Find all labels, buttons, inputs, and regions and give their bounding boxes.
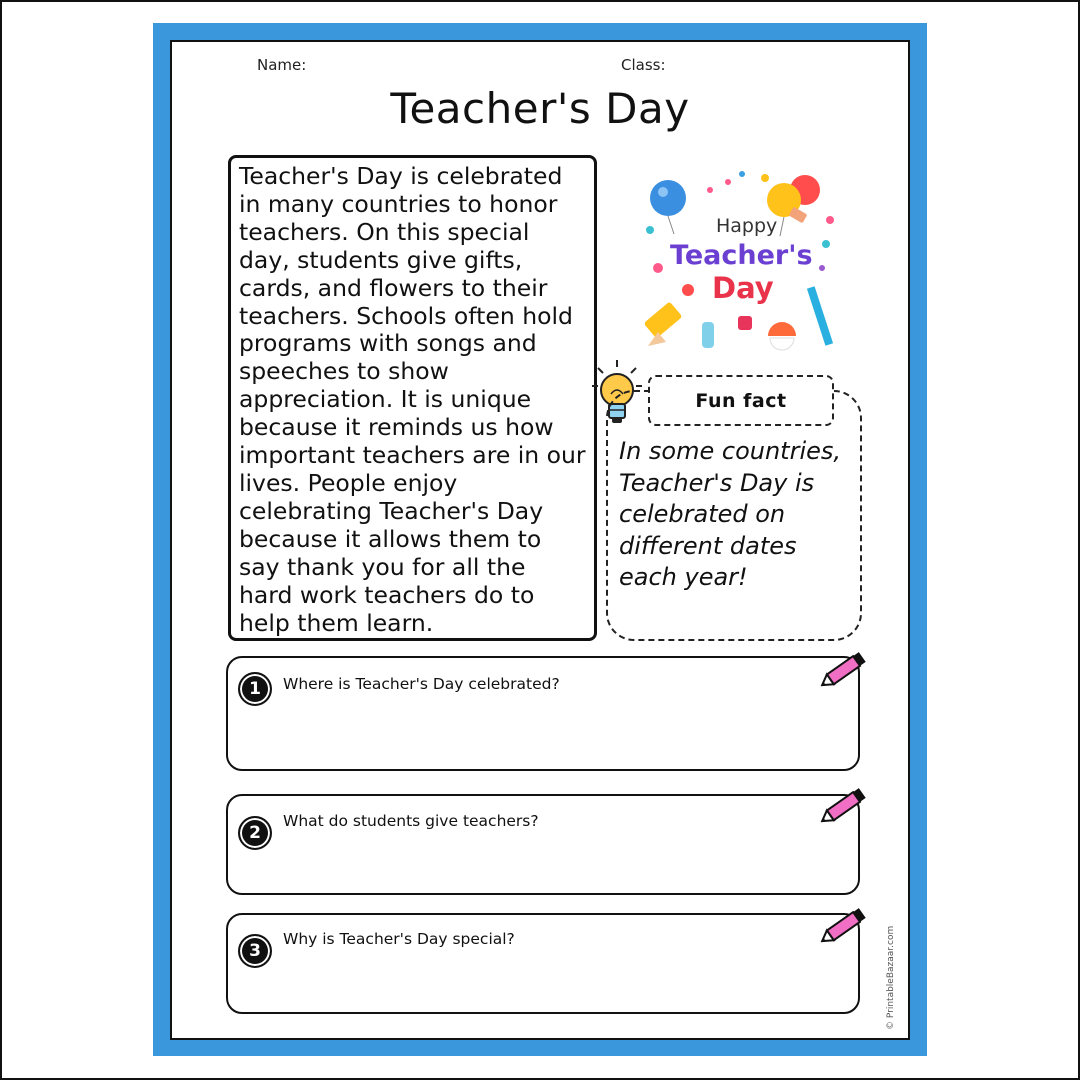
svg-text:Day: Day [712,271,774,305]
name-label: Name: [257,56,307,74]
question-number-3: 3 [238,934,272,968]
copyright-text: © PrintableBazaar.com [886,925,896,1030]
question-text-1: Where is Teacher's Day celebrated? [283,675,560,693]
svg-text:Happy: Happy [716,215,778,237]
fun-fact-label: Fun fact [648,375,834,426]
fun-fact-text: In some countries, Teacher's Day is celebrated on different dates each year! [619,437,842,591]
question-number-2: 2 [238,816,272,850]
pencil-icon [818,904,870,950]
svg-text:Teacher's: Teacher's [670,240,813,271]
question-text-3: Why is Teacher's Day special? [283,930,515,948]
answer-box-2[interactable] [226,794,860,895]
pencil-icon [818,784,870,830]
question-text-2: What do students give teachers? [283,812,539,830]
answer-box-1[interactable] [226,656,860,771]
answer-box-3[interactable] [226,913,860,1014]
reading-passage: Teacher's Day is celebrated in many countries to honor teachers. On this special day, students give gifts, cards, and flowers to their teachers. Schools often hold programs with songs and speeches to show appreciation. It is unique because it reminds us how important teachers are in our lives. People enjoy celebrating Teacher's Day because it allows them to say thank you for all the hard work teachers do to help them learn. [228,155,597,641]
pencil-icon [818,648,870,694]
teachers-day-sticker [640,160,840,356]
page-title: Teacher's Day [390,84,690,133]
class-label: Class: [621,56,666,74]
question-number-1: 1 [238,672,272,706]
